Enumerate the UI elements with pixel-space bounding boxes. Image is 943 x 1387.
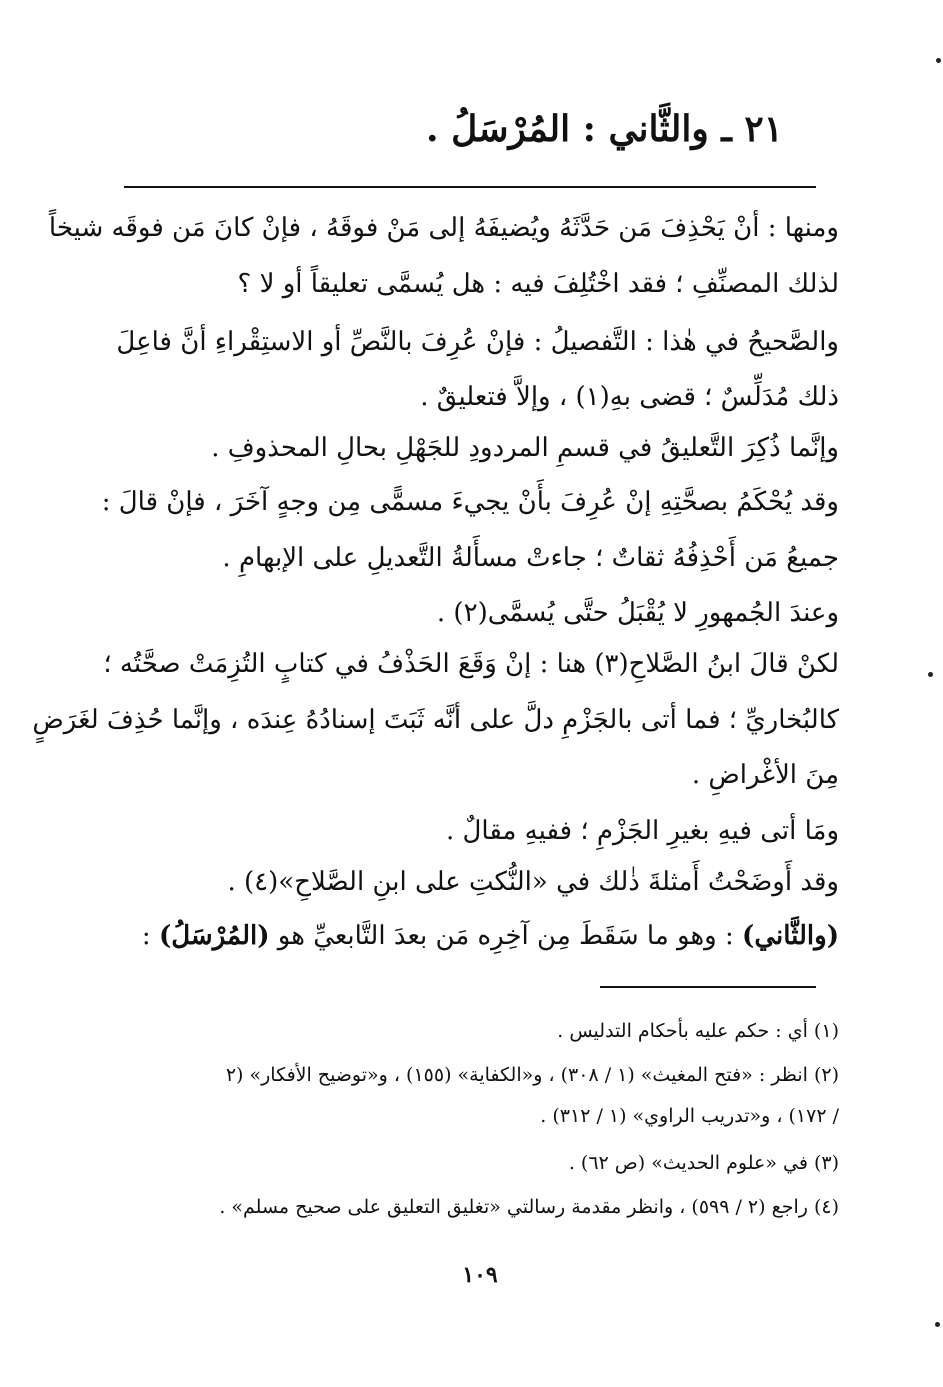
body-line: لكنْ قالَ ابنُ الصَّلاحِ(٣) هنا : إنْ وَقَعَ الحَذْفُ في كتابٍ التُزِمَتْ صحَّتُه ؛ xyxy=(103,649,839,679)
scan-speck xyxy=(928,672,933,677)
footnote: (٤) راجع (٢ / ٥٩٩) ، وانظر مقدمة رسالتي «تغليق التعليق على صحيح مسلم» . xyxy=(219,1196,839,1218)
body-line: والصَّحيحُ في هٰذا : التَّفصيلُ : فإنْ عُرِفَ بالنَّصِّ أو الاستِقْراءِ أنَّ فاعِلَ xyxy=(116,327,839,357)
term-second: (والثَّاني) xyxy=(742,921,839,951)
body-line: وقد أَوضَحْتُ أَمثلةَ ذٰلك في «النُّكتِ على ابنِ الصَّلاحِ»(٤) . xyxy=(227,867,839,897)
body-line: وقد يُحْكَمُ بصحَّتِهِ إنْ عُرِفَ بأَنْ يجيءَ مسمًّى مِن وجهٍ آخَرَ ، فإنْ قالَ : xyxy=(101,487,839,517)
footnote-divider xyxy=(600,986,816,988)
section-heading: ٢١ ـ والثَّاني : المُرْسَلُ . xyxy=(426,108,783,150)
footnote: (١) أي : حكم عليه بأحكام التدليس . xyxy=(557,1020,839,1042)
footnote: (٢) انظر : «فتح المغيث» (١ / ٣٠٨) ، و«الكفاية» (١٥٥) ، و«توضيح الأفكار» (٢ xyxy=(225,1064,839,1086)
body-line: وإنَّما ذُكِرَ التَّعليقُ في قسمِ المردودِ للجَهْلِ بحالِ المحذوفِ . xyxy=(211,433,839,463)
body-line: جميعُ مَن أَحْذِفُهُ ثقاتٌ ؛ جاءتْ مسأَلةُ التَّعديلِ على الإبهامِ . xyxy=(222,543,839,573)
heading-divider xyxy=(124,186,816,188)
term-mursal: (المُرْسَلُ) xyxy=(158,921,270,951)
body-line: وعندَ الجُمهورِ لا يُقْبَلُ حتَّى يُسمَّى(٢) . xyxy=(436,598,839,628)
scan-speck xyxy=(936,58,941,63)
body-line: ذلك مُدَلِّسٌ ؛ قضى بهِ(١) ، وإلاَّ فتعليقٌ . xyxy=(420,382,839,412)
footnote: (٣) في «علوم الحديث» (ص ٦٢) . xyxy=(568,1152,839,1174)
definition-line xyxy=(119,920,839,952)
body-line: لذلك المصنِّفِ ؛ فقد اخْتُلِفَ فيه : هل يُسمَّى تعليقاً أو لا ؟ xyxy=(237,269,839,299)
body-line: ومنها : أنْ يَحْذِفَ مَن حَدَّثَهُ ويُضيفَهُ إلى مَنْ فوقَهُ ، فإنْ كانَ مَن فوقَه شيخاً xyxy=(48,213,839,243)
scan-speck xyxy=(935,1322,940,1327)
body-line: كالبُخاريِّ ؛ فما أتى بالجَزْمِ دلَّ على أنَّه ثَبَتَ إسنادُهُ عِندَه ، وإنَّما حُذِفَ لغَرَضٍ xyxy=(32,705,839,735)
footnote: / ١٧٢) ، و«تدريب الراوي» (١ / ٣١٢) . xyxy=(540,1105,839,1127)
definition-text: : وهو ما سَقَطَ مِن آخِرِه مَن بعدَ التَّابعيِّ هو xyxy=(269,921,743,951)
page-number: ١٠٩ xyxy=(462,1262,498,1288)
definition-end: : xyxy=(141,921,159,951)
body-line: مِنَ الأغْراضِ . xyxy=(691,760,839,790)
body-line: ومَا أتى فيهِ بغيرِ الجَزْمِ ؛ ففيهِ مقالٌ . xyxy=(446,816,839,846)
